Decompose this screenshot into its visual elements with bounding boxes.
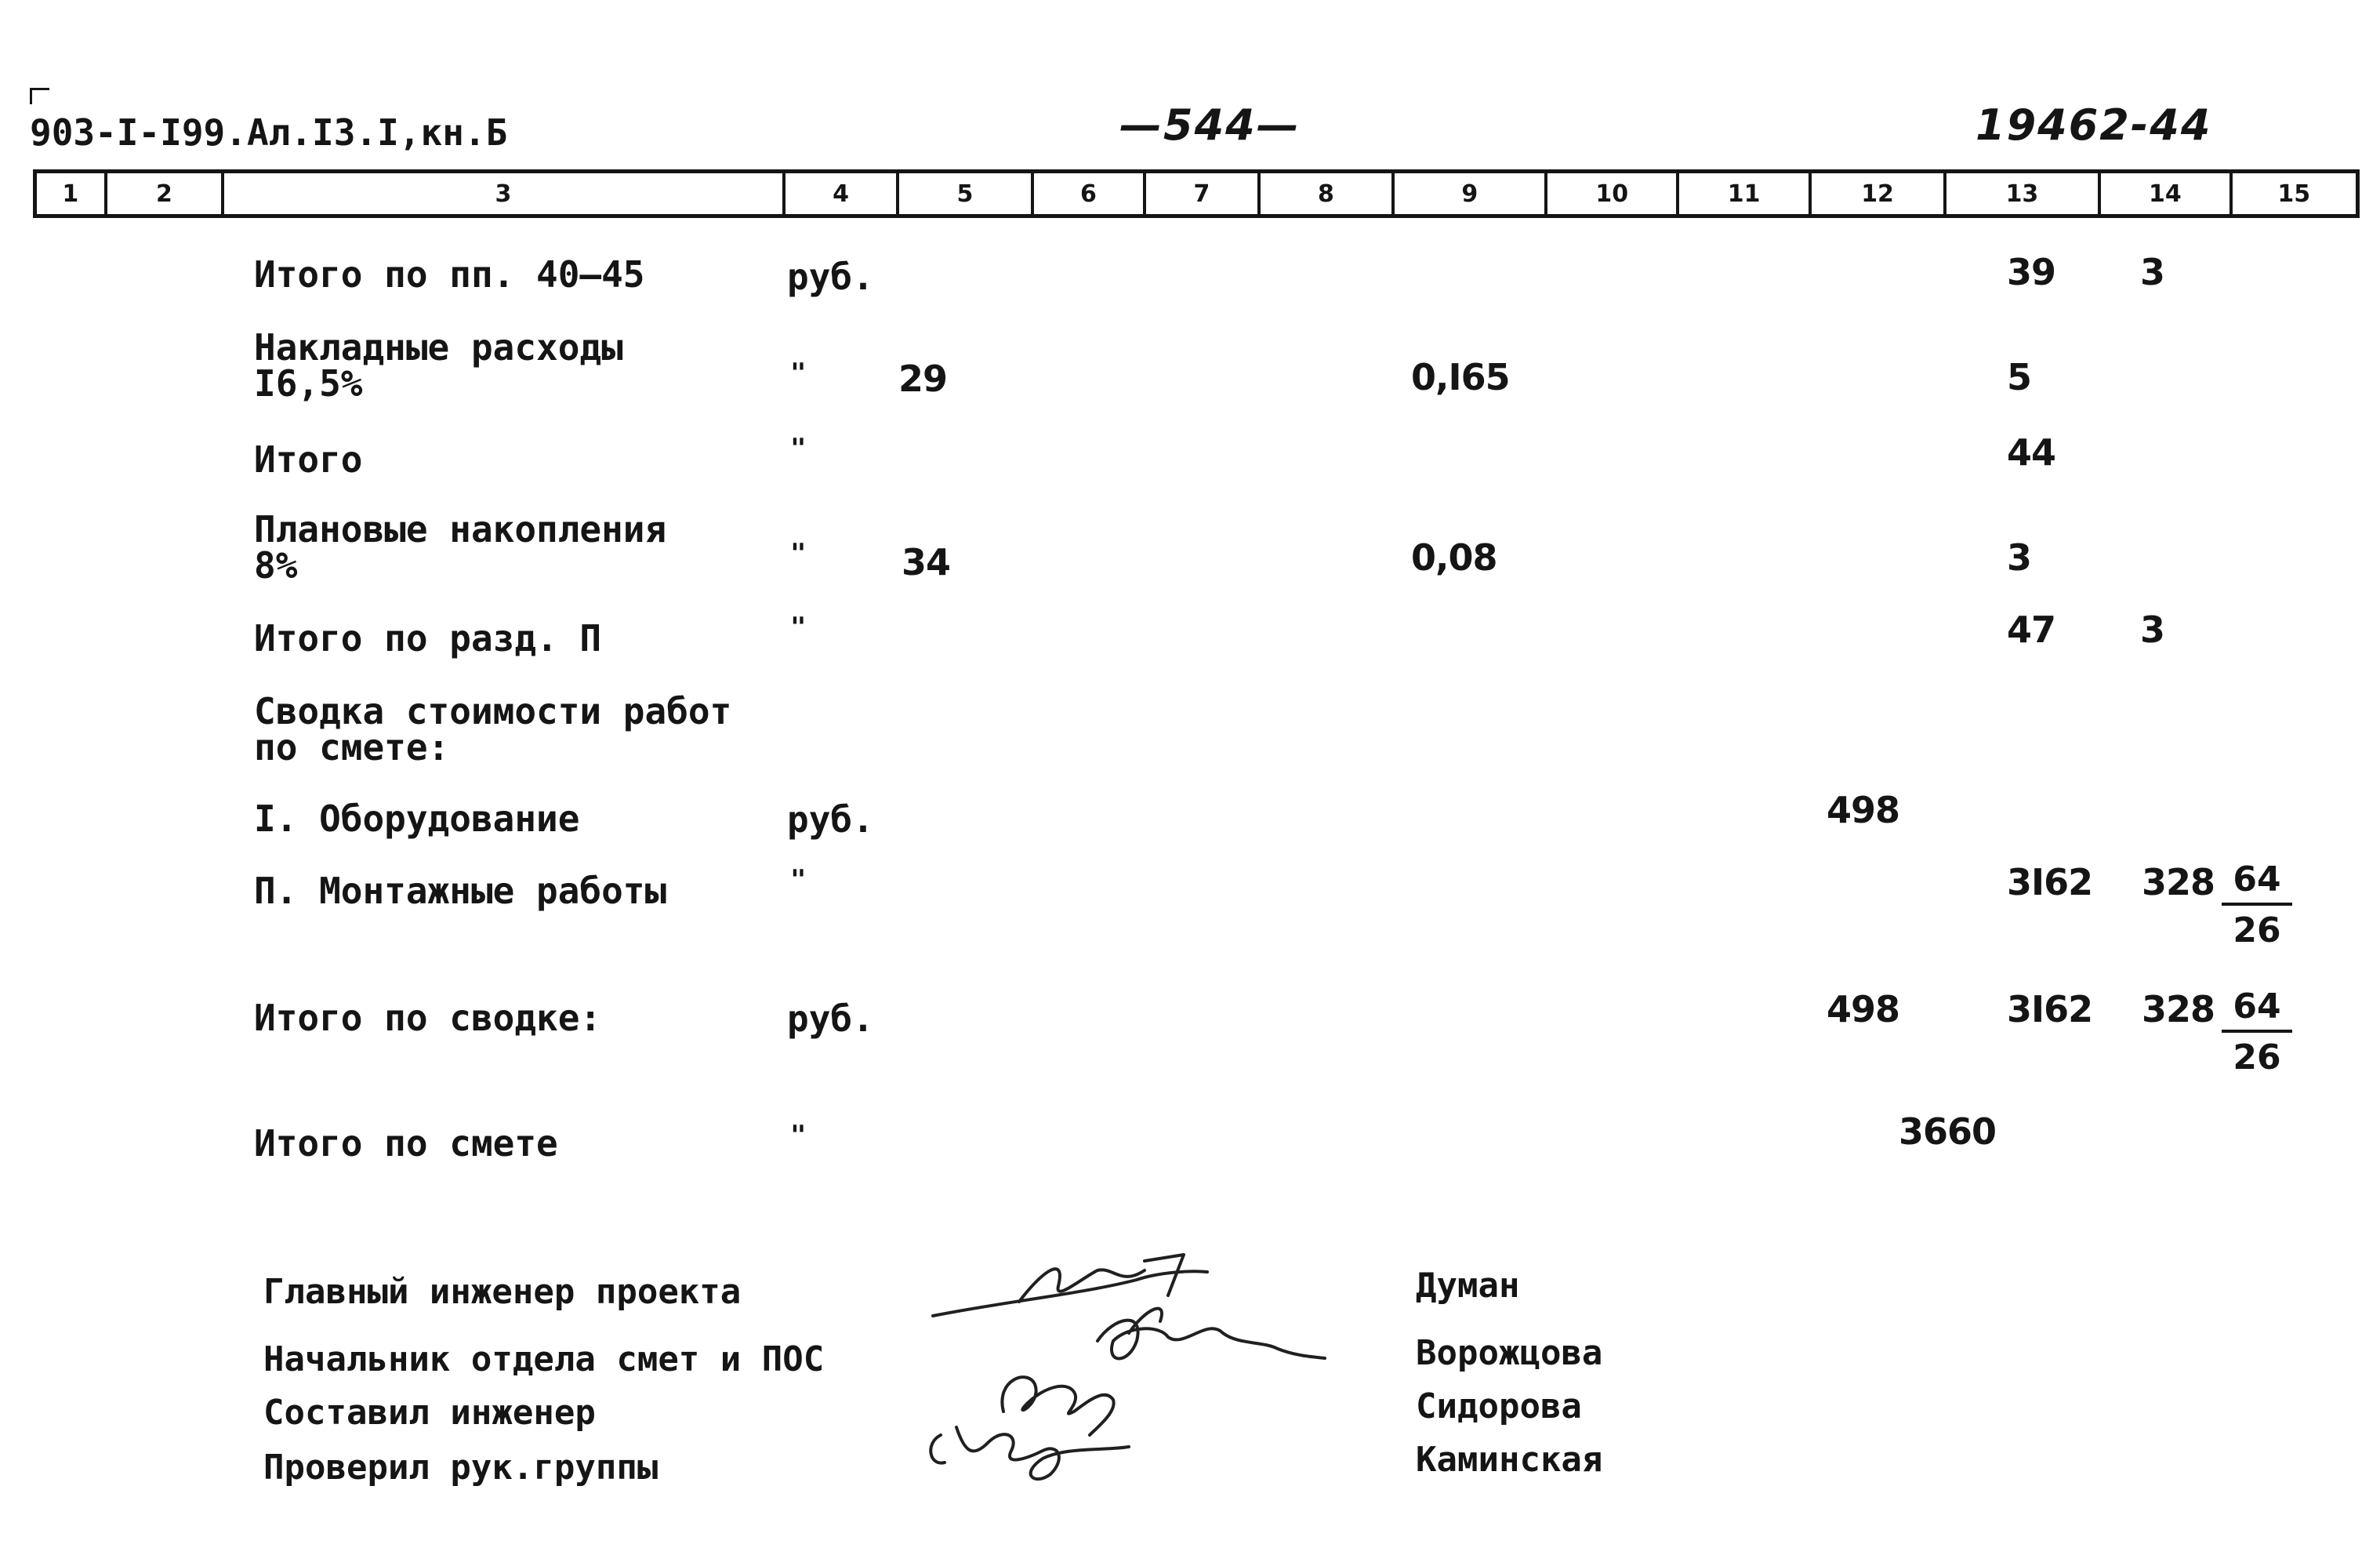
row-unit: руб. (787, 256, 874, 298)
column-header: 12 (1812, 173, 1946, 214)
column-header: 5 (899, 173, 1033, 214)
cell-col15-fraction (2222, 859, 2292, 950)
cell-col15-fraction (2222, 986, 2292, 1077)
reference-number: 19462-44 (1975, 100, 2212, 150)
row-unit: руб. (787, 798, 874, 841)
row-unit: " (790, 433, 807, 464)
column-header: 10 (1547, 173, 1678, 214)
grand-total: 3660 (1899, 1110, 1997, 1153)
page-number: —544— (1119, 100, 1301, 150)
cell-col13: 3I62 (2007, 988, 2093, 1030)
row-unit: " (790, 864, 807, 896)
signature-role: Составил инженер (263, 1393, 596, 1433)
handwritten-signatures (909, 1223, 1348, 1506)
row-label: Плановые накопления (254, 508, 667, 550)
signature-role: Главный инженер проекта (263, 1272, 742, 1312)
row-label: Итого (254, 438, 363, 481)
row-label-sub: 8% (254, 544, 298, 587)
column-header: 11 (1679, 173, 1812, 214)
cell-col5: 29 (898, 358, 948, 400)
row-label: П. Монтажные работы (254, 870, 667, 912)
column-header: 13 (1946, 173, 2101, 214)
signature-name: Думан (1416, 1266, 1520, 1306)
cell-col9: 0,08 (1411, 536, 1497, 579)
row-label: I. Оборудование (254, 798, 580, 840)
cell-col12: 498 (1827, 988, 1900, 1030)
column-header: 3 (224, 173, 785, 214)
fraction-denominator: 26 (2233, 1037, 2281, 1077)
cell-col13: 5 (2007, 356, 2032, 398)
cell-col13: 3I62 (2007, 861, 2093, 903)
row-label: Итого по пп. 40–45 (254, 253, 645, 296)
document-code: 903-I-I99.Ал.I3.I,кн.Б (30, 111, 508, 154)
cell-col13: 3 (2007, 536, 2032, 579)
column-header: 15 (2277, 180, 2311, 208)
column-header: 2 (107, 173, 225, 214)
cell-col14: 328 (2142, 861, 2215, 903)
cell-col13: 47 (2007, 609, 2056, 651)
row-unit: " (790, 612, 807, 643)
row-unit: руб. (787, 997, 874, 1040)
cell-col14: 3 (2140, 251, 2165, 293)
column-header: 6 (1034, 173, 1147, 214)
signature-name: Каминская (1416, 1440, 1603, 1480)
fraction-denominator: 26 (2233, 910, 2281, 950)
row-unit: " (790, 1120, 807, 1151)
row-unit: " (790, 358, 807, 389)
column-header: 8 (1261, 173, 1395, 214)
row-label: Накладные расходы (254, 326, 623, 369)
cell-col13: 39 (2007, 251, 2056, 293)
column-header: 1 (37, 173, 107, 214)
section-heading-sub: по смете: (254, 726, 450, 768)
fraction-numerator: 64 (2222, 859, 2292, 906)
row-label: Итого по сводке: (254, 997, 602, 1039)
signature-name: Ворожцова (1416, 1333, 1603, 1373)
cell-col5: 34 (902, 541, 951, 583)
row-unit: " (790, 538, 807, 569)
signature-name: Сидорова (1416, 1386, 1582, 1426)
cell-col14: 328 (2142, 988, 2215, 1030)
row-label-sub: I6,5% (254, 362, 363, 405)
corner-mark (30, 88, 49, 104)
fraction-numerator: 64 (2222, 986, 2292, 1033)
column-header: 4 (785, 173, 900, 214)
section-heading: Сводка стоимости работ (254, 690, 732, 732)
column-header: 9 (1395, 173, 1547, 214)
cell-col9: 0,I65 (1411, 356, 1510, 398)
row-label: Итого по разд. П (254, 617, 602, 659)
row-label: Итого по смете (254, 1122, 558, 1165)
column-header: 14 (2101, 173, 2232, 214)
column-header-row (33, 169, 2360, 218)
signature-role: Проверил рук.группы (263, 1448, 658, 1488)
cell-col12: 498 (1827, 789, 1900, 831)
cell-col13: 44 (2007, 431, 2056, 474)
cell-col14: 3 (2140, 609, 2165, 651)
signature-role: Начальник отдела смет и ПОС (263, 1339, 825, 1379)
column-header: 7 (1146, 173, 1261, 214)
